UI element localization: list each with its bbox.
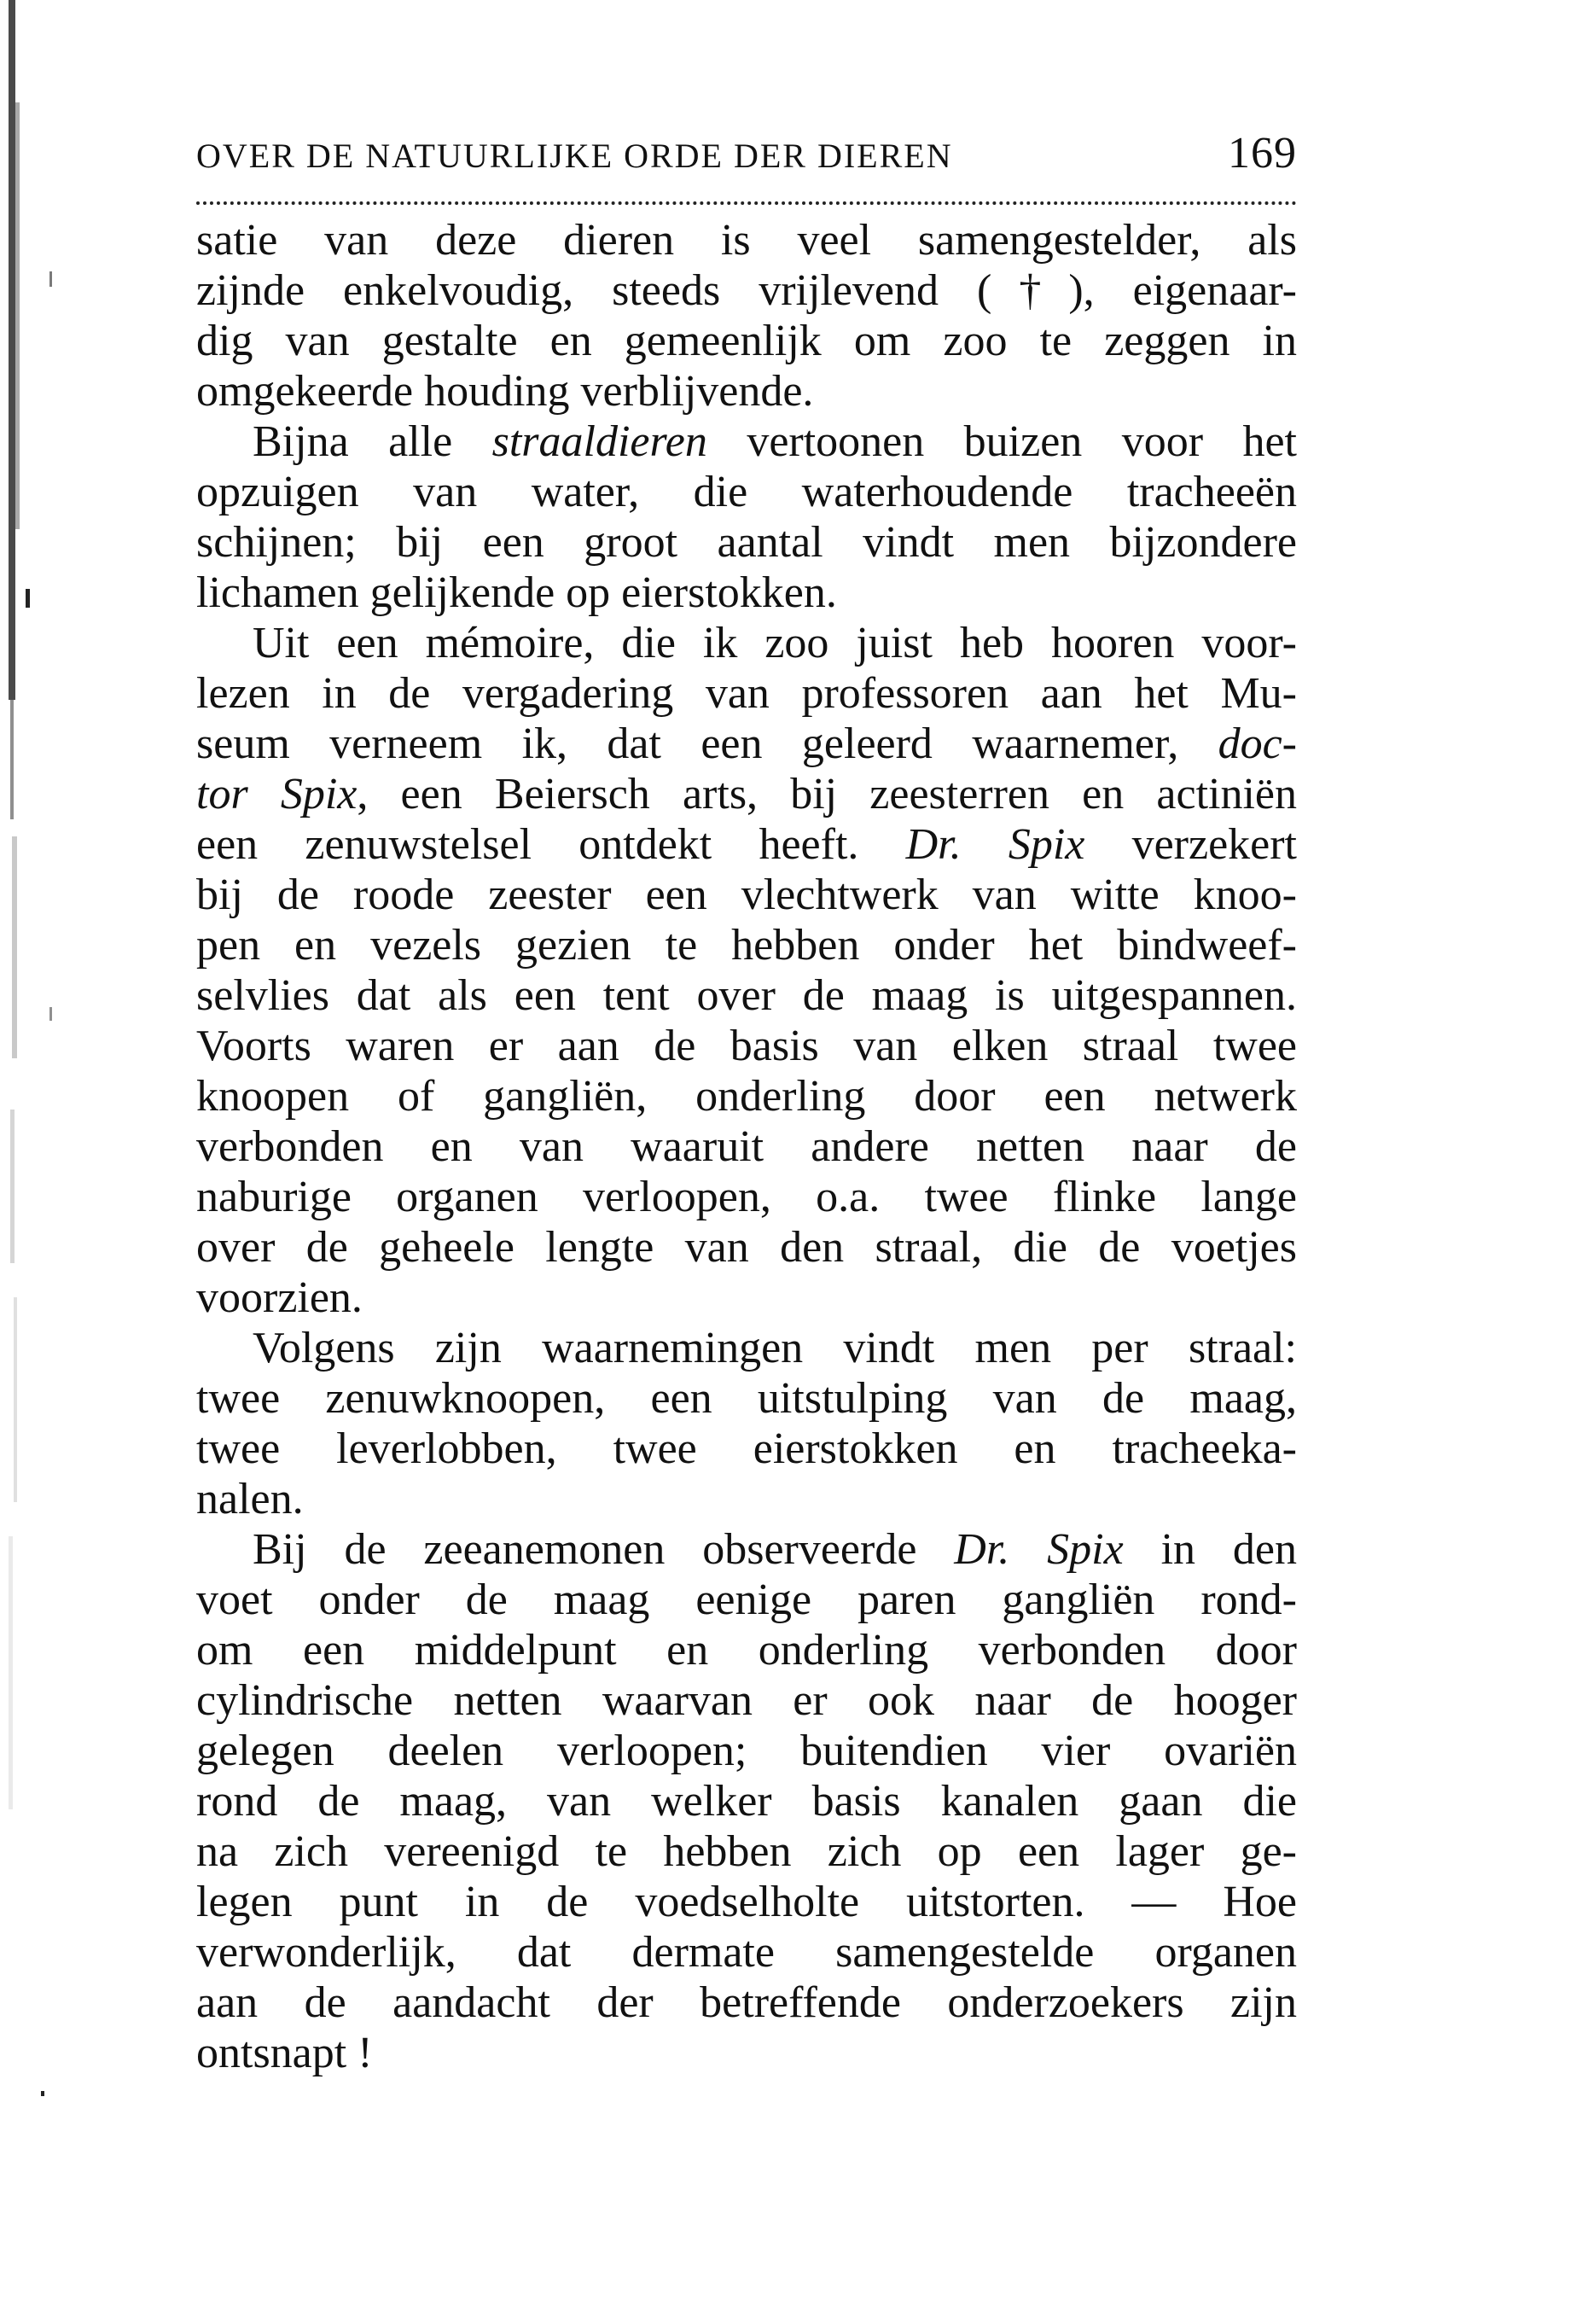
text-line: rond de maag, van welker basis kanalen gaan die xyxy=(196,1777,1297,1826)
text-segment: in den xyxy=(1123,1525,1297,1574)
text-line xyxy=(196,1524,1297,1575)
text-line: lichamen gelijkende op eierstokken. xyxy=(196,568,837,617)
scan-speck xyxy=(26,589,30,608)
text-line: legen punt in de voedselholte uitstorten. — Hoe xyxy=(196,1878,1297,1926)
paragraph xyxy=(196,416,1297,618)
text-segment: , een Beiersch arts, bij zeesterren en actiniën xyxy=(357,770,1298,818)
text-line: na zich vereenigd te hebben zich op een lager ge- xyxy=(196,1827,1297,1876)
paragraph xyxy=(196,1323,1297,1524)
text-segment: Bijna alle xyxy=(253,417,492,466)
text-line: Uit een mémoire, die ik zoo juist heb hooren voor- xyxy=(253,619,1297,667)
text-line: verbonden en van waaruit andere netten naar de xyxy=(196,1122,1297,1171)
text-line: Voorts waren er aan de basis van elken straal twee xyxy=(196,1022,1297,1070)
italic-text: Dr. Spix xyxy=(954,1525,1124,1574)
text-line: ontsnapt ! xyxy=(196,2029,373,2077)
text-line: knoopen of gangliën, onderling door een netwerk xyxy=(196,1072,1297,1121)
text-segment: vertoonen buizen voor het xyxy=(706,417,1297,466)
text-line: omgekeerde houding verblijvende. xyxy=(196,367,814,416)
text-line: selvlies dat als een tent over de maag is uitgespannen. xyxy=(196,971,1297,1020)
running-header xyxy=(196,128,1297,205)
paragraph xyxy=(196,618,1297,1323)
text-line: om een middelpunt en onderling verbonden door xyxy=(196,1626,1297,1675)
page-number: 169 xyxy=(1228,129,1297,178)
text-line: naburige organen verloopen, o.a. twee flinke lange xyxy=(196,1173,1297,1221)
text-line: schijnen; bij een groot aantal vindt men bijzondere xyxy=(196,518,1297,567)
scan-speck xyxy=(49,1007,52,1021)
text-line: satie van deze dieren is veel samengestelder, als xyxy=(196,216,1297,265)
italic-text: tor Spix xyxy=(196,770,358,818)
text-line: aan de aandacht der betreffende onderzoekers zijn xyxy=(196,1978,1297,2027)
italic-text: doc- xyxy=(1218,719,1297,768)
text-line: cylindrische netten waarvan er ook naar de hooger xyxy=(196,1676,1297,1725)
text-line: gelegen deelen verloopen; buitendien vier ovariën xyxy=(196,1727,1297,1775)
text-line: Volgens zijn waarnemingen vindt men per straal: xyxy=(253,1324,1297,1372)
text-segment: verzekert xyxy=(1084,820,1298,869)
text-line: dig van gestalte en gemeenlijk om zoo te zeggen in xyxy=(196,317,1297,365)
text-segment: een zenuwstelsel ontdekt heeft. xyxy=(196,820,906,869)
text-line: pen en vezels gezien te hebben onder het bindweef- xyxy=(196,921,1297,970)
text-line: twee leverlobben, twee eierstokken en tracheeka- xyxy=(196,1424,1297,1473)
italic-text: Dr. Spix xyxy=(905,820,1085,869)
scan-edge-artifact xyxy=(0,0,32,2324)
text-segment: seum verneem ik, dat een geleerd waarnemer, xyxy=(196,719,1218,768)
text-line xyxy=(196,719,1297,769)
paragraph xyxy=(196,1524,1297,2078)
text-line: verwonderlijk, dat dermate samengestelde organen xyxy=(196,1928,1297,1977)
text-line: zijnde enkelvoudig, steeds vrijlevend (†), eigenaar- xyxy=(196,266,1297,315)
paragraph xyxy=(196,215,1297,416)
text-line xyxy=(196,416,1297,467)
text-line: twee zenuwknoopen, een uitstulping van de maag, xyxy=(196,1374,1297,1423)
text-line: over de geheele lengte van den straal, die de voetjes xyxy=(196,1223,1297,1272)
text-line: opzuigen van water, die waterhoudende tracheeën xyxy=(196,468,1297,516)
text-line xyxy=(196,769,1297,819)
scan-speck xyxy=(41,2091,44,2096)
text-line xyxy=(196,819,1297,870)
italic-text: straaldieren xyxy=(491,417,707,466)
scan-speck xyxy=(49,271,52,287)
text-line: lezen in de vergadering van professoren aan het Mu- xyxy=(196,669,1297,718)
body-text xyxy=(196,215,1297,2078)
text-line: bij de roode zeester een vlechtwerk van witte knoo- xyxy=(196,871,1297,919)
text-segment: Bij de zeeanemonen observeerde xyxy=(253,1525,955,1574)
text-line: nalen. xyxy=(196,1475,304,1523)
text-line: voet onder de maag eenige paren gangliën rond- xyxy=(196,1576,1297,1624)
running-title: OVER DE NATUURLIJKE ORDE DER DIEREN xyxy=(196,137,953,175)
text-line: voorzien. xyxy=(196,1273,363,1322)
